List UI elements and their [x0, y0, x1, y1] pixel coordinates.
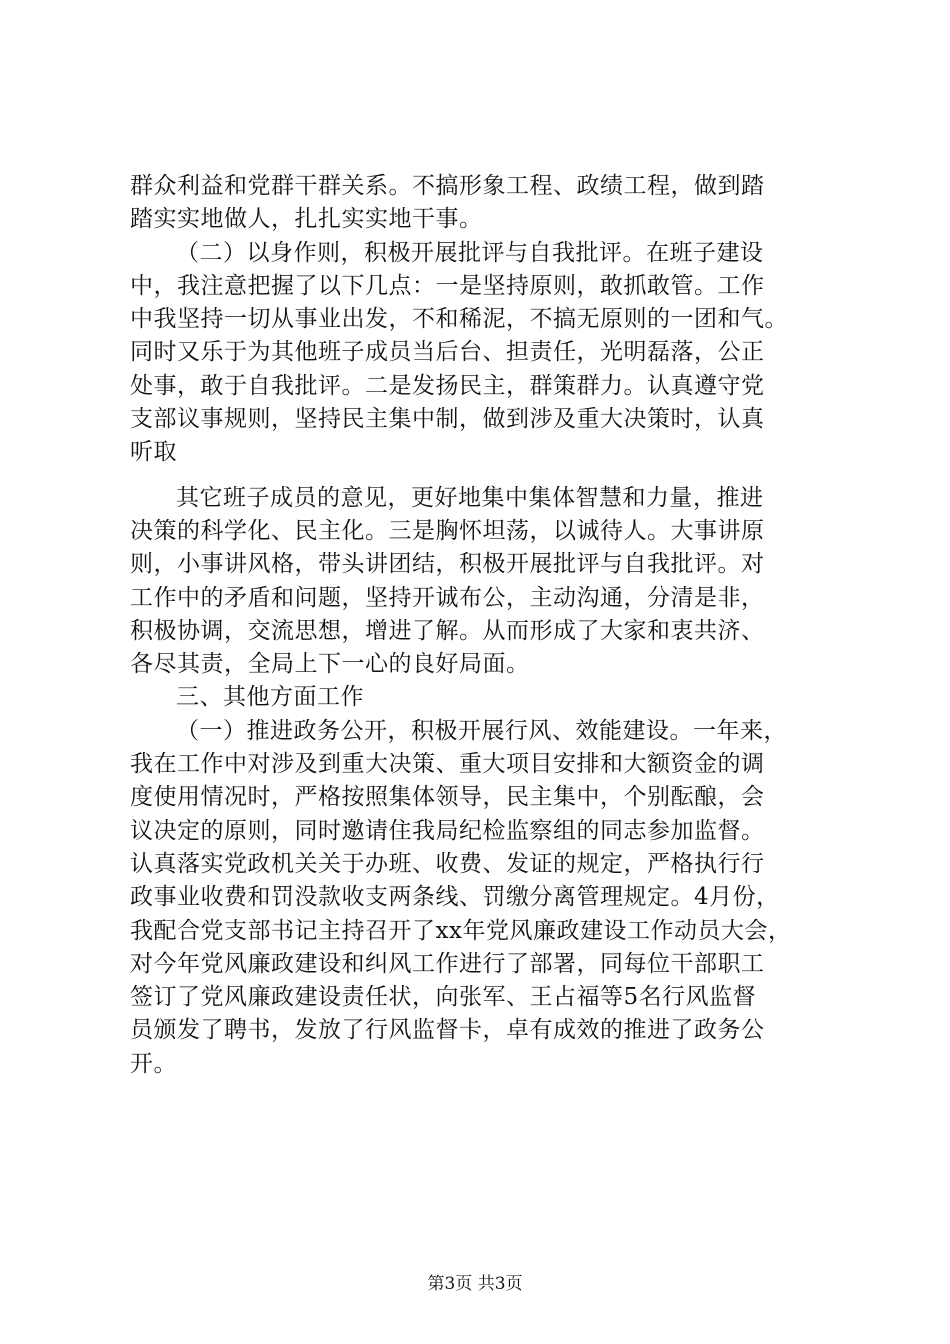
text-line: 认真落实党政机关关于办班、收费、发证的规定，严格执行行	[130, 850, 765, 877]
text-line: 政事业收费和罚没款收支两条线、罚缴分离管理规定。4月份，	[130, 884, 780, 911]
text-line: 决策的科学化、民主化。三是胸怀坦荡，以诚待人。大事讲原	[130, 517, 765, 544]
text-line: 我配合党支部书记主持召开了xx年党风廉政建设工作动员大会，	[130, 917, 792, 944]
text-line: 开。	[130, 1050, 177, 1077]
document-body	[130, 170, 850, 1081]
text-line: 踏实实地做人，扎扎实实地干事。	[130, 206, 483, 233]
text-line: 我在工作中对涉及到重大决策、重大项目安排和大额资金的调	[130, 751, 765, 778]
text-line: 则，小事讲风格，带头讲团结，积极开展批评与自我批评。对	[130, 551, 765, 578]
text-line: 中我坚持一切从事业出发，不和稀泥，不搞无原则的一团和气。	[130, 306, 788, 333]
text-line: 同时又乐于为其他班子成员当后台、担责任，光明磊落，公正	[130, 339, 765, 366]
text-line: 各尽其责，全局上下一心的良好局面。	[130, 651, 530, 678]
text-line: 其它班子成员的意见，更好地集中集体智慧和力量，推进	[176, 484, 764, 511]
text-line: 支部议事规则，坚持民主集中制，做到涉及重大决策时，认真	[130, 406, 765, 433]
text-line: 积极协调，交流思想，增进了解。从而形成了大家和衷共济、	[130, 617, 765, 644]
page-number: 第3页 共3页	[427, 1274, 523, 1294]
text-line: 议决定的原则，同时邀请住我局纪检监察组的同志参加监督。	[130, 817, 765, 844]
text-line: 处事，敢于自我批评。二是发扬民主，群策群力。认真遵守党	[130, 372, 765, 399]
text-line: 对今年党风廉政建设和纠风工作进行了部署，同每位干部职工	[130, 950, 765, 977]
text-line: 群众利益和党群干群关系。不搞形象工程、政绩工程，做到踏	[130, 173, 765, 199]
text-line: 中，我注意把握了以下几点：一是坚持原则，敢抓敢管。工作	[130, 272, 765, 299]
text-line: （一）推进政务公开，积极开展行风、效能建设。一年来，	[176, 717, 787, 744]
text-line: 工作中的矛盾和问题，坚持开诚布公，主动沟通，分清是非，	[130, 584, 765, 611]
text-line: 度使用情况时，严格按照集体领导，民主集中，个别酝酿，会	[130, 784, 765, 811]
section-heading: 三、其他方面工作	[176, 684, 364, 711]
text-line: （二）以身作则，积极开展批评与自我批评。在班子建设	[176, 239, 764, 266]
text-line: 签订了党风廉政建设责任状，向张军、王占福等5名行风监督	[130, 984, 757, 1011]
page-footer	[0, 1272, 950, 1296]
text-line: 员颁发了聘书，发放了行风监督卡，卓有成效的推进了政务公	[130, 1017, 765, 1044]
text-line: 听取	[130, 439, 177, 466]
